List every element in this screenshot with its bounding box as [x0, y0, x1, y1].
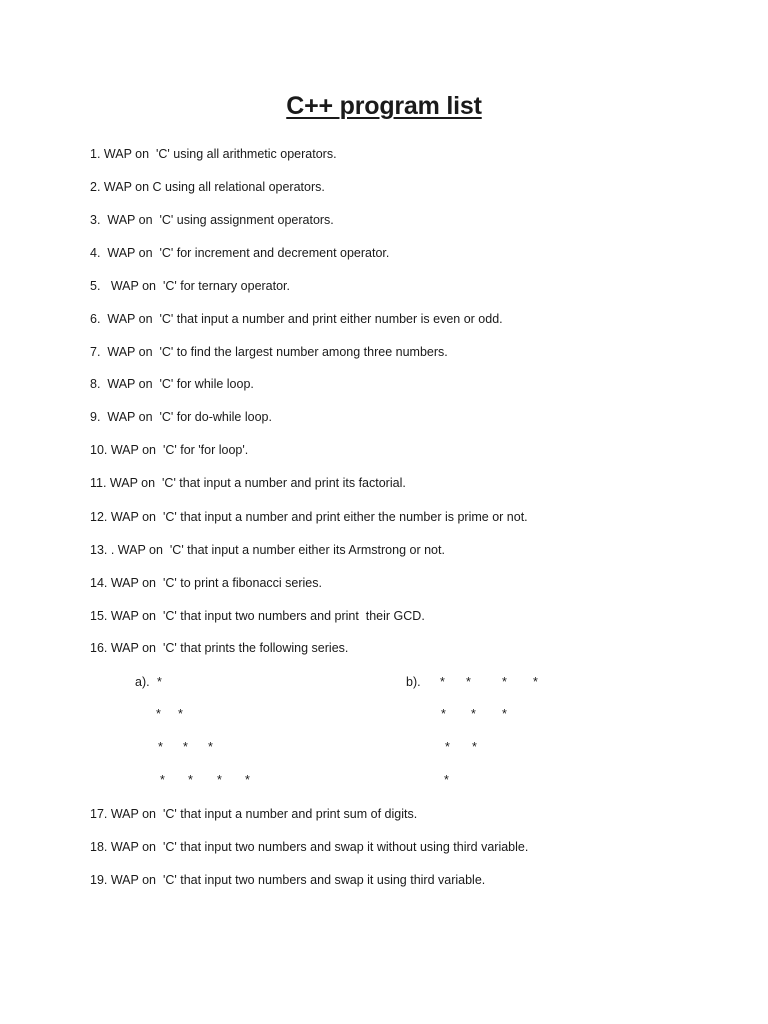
- list-item: 1. WAP on 'C' using all arithmetic operators.: [90, 147, 337, 161]
- list-item: 8. WAP on 'C' for while loop.: [90, 377, 254, 391]
- list-item: 18. WAP on 'C' that input two numbers and swap it without using third variable.: [90, 840, 529, 854]
- pattern-a-star: *: [178, 707, 183, 721]
- list-item: 13. . WAP on 'C' that input a number either its Armstrong or not.: [90, 543, 445, 557]
- pattern-a-star: *: [157, 675, 162, 689]
- pattern-a-star: *: [183, 740, 188, 754]
- pattern-b-star: *: [533, 675, 538, 689]
- pattern-b-star: *: [466, 675, 471, 689]
- pattern-b-star: *: [444, 773, 449, 787]
- list-item: 9. WAP on 'C' for do-while loop.: [90, 410, 272, 424]
- list-item: 3. WAP on 'C' using assignment operators.: [90, 213, 334, 227]
- pattern-b-star: *: [472, 740, 477, 754]
- list-item: 15. WAP on 'C' that input two numbers and print their GCD.: [90, 609, 425, 623]
- pattern-b-star: *: [441, 707, 446, 721]
- pattern-a-star: *: [158, 740, 163, 754]
- list-item: 7. WAP on 'C' to find the largest number among three numbers.: [90, 345, 448, 359]
- pattern-b-star: *: [445, 740, 450, 754]
- pattern-a-star: *: [156, 707, 161, 721]
- pattern-b-star: *: [502, 675, 507, 689]
- page-title: C++ program list: [286, 92, 482, 120]
- list-item: 19. WAP on 'C' that input two numbers and swap it using third variable.: [90, 873, 486, 887]
- list-item: 2. WAP on C using all relational operators.: [90, 180, 325, 194]
- list-item: 17. WAP on 'C' that input a number and print sum of digits.: [90, 807, 418, 821]
- list-item: 12. WAP on 'C' that input a number and print either the number is prime or not.: [90, 510, 528, 524]
- pattern-b-star: *: [471, 707, 476, 721]
- list-item: 16. WAP on 'C' that prints the following series.: [90, 641, 349, 655]
- list-item: 14. WAP on 'C' to print a fibonacci series.: [90, 576, 322, 590]
- list-item: 5. WAP on 'C' for ternary operator.: [90, 279, 290, 293]
- list-item: 10. WAP on 'C' for 'for loop'.: [90, 443, 249, 457]
- pattern-b-star: *: [502, 707, 507, 721]
- pattern-a-star: *: [188, 773, 193, 787]
- list-item: 4. WAP on 'C' for increment and decrement operator.: [90, 246, 390, 260]
- list-item: 11. WAP on 'C' that input a number and print its factorial.: [90, 476, 406, 490]
- pattern-a-star: *: [160, 773, 165, 787]
- pattern-b-star: *: [440, 675, 445, 689]
- pattern-a-star: *: [245, 773, 250, 787]
- pattern-b-label: b).: [406, 675, 421, 689]
- list-item: 6. WAP on 'C' that input a number and print either number is even or odd.: [90, 312, 503, 326]
- pattern-a-star: *: [208, 740, 213, 754]
- pattern-a-label: a).: [135, 675, 150, 689]
- pattern-a-star: *: [217, 773, 222, 787]
